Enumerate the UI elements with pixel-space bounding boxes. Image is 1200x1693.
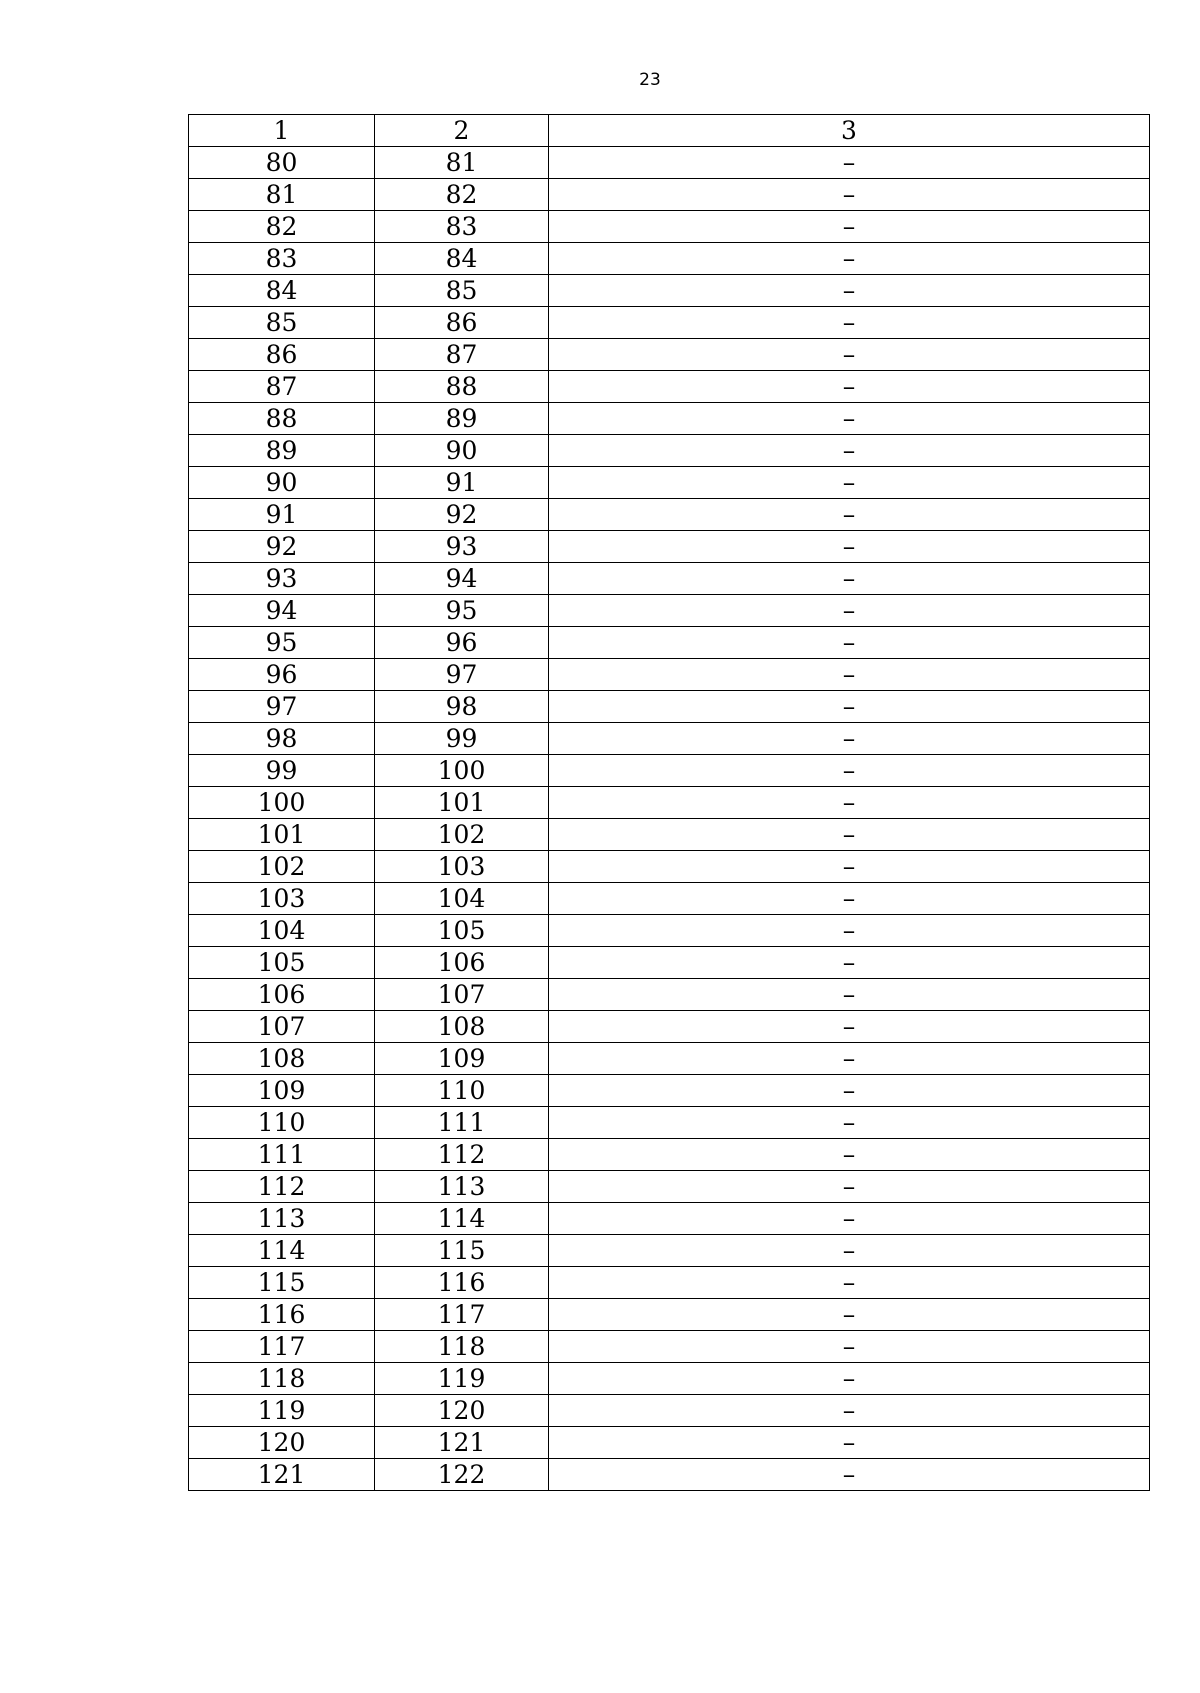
- table-cell-col-3: –: [549, 883, 1150, 915]
- column-header-1: 1: [189, 115, 375, 147]
- table-cell-col-3: –: [549, 563, 1150, 595]
- table-cell-col-3: –: [549, 1107, 1150, 1139]
- table-cell-col-2: 119: [375, 1363, 549, 1395]
- table-cell-col-2: 82: [375, 179, 549, 211]
- table-cell-col-3: –: [549, 275, 1150, 307]
- table-row: [189, 979, 1150, 1011]
- table-cell-col-1: 119: [189, 1395, 375, 1427]
- table-cell-col-3: –: [549, 1203, 1150, 1235]
- table-cell-col-3: –: [549, 1331, 1150, 1363]
- table-cell-col-1: 91: [189, 499, 375, 531]
- table-row: [189, 563, 1150, 595]
- table-body: [189, 147, 1150, 1491]
- table-cell-col-2: 115: [375, 1235, 549, 1267]
- table-cell-col-2: 120: [375, 1395, 549, 1427]
- table-cell-col-3: –: [549, 1075, 1150, 1107]
- table-cell-col-1: 92: [189, 531, 375, 563]
- table-cell-col-2: 95: [375, 595, 549, 627]
- table-cell-col-2: 107: [375, 979, 549, 1011]
- table-cell-col-3: –: [549, 979, 1150, 1011]
- table-cell-col-2: 84: [375, 243, 549, 275]
- table-row: [189, 243, 1150, 275]
- table-row: [189, 307, 1150, 339]
- table-row: [189, 819, 1150, 851]
- table-cell-col-3: –: [549, 627, 1150, 659]
- table-cell-col-1: 85: [189, 307, 375, 339]
- table-row: [189, 403, 1150, 435]
- table-cell-col-2: 97: [375, 659, 549, 691]
- table-cell-col-1: 106: [189, 979, 375, 1011]
- table-row: [189, 723, 1150, 755]
- table-cell-col-1: 116: [189, 1299, 375, 1331]
- table-cell-col-3: –: [549, 1427, 1150, 1459]
- table-cell-col-3: –: [549, 339, 1150, 371]
- table-cell-col-2: 94: [375, 563, 549, 595]
- table-cell-col-2: 103: [375, 851, 549, 883]
- table-cell-col-1: 118: [189, 1363, 375, 1395]
- table-cell-col-3: –: [549, 1267, 1150, 1299]
- table-row: [189, 435, 1150, 467]
- table-row: [189, 211, 1150, 243]
- table-cell-col-2: 92: [375, 499, 549, 531]
- table-cell-col-1: 103: [189, 883, 375, 915]
- table-cell-col-1: 93: [189, 563, 375, 595]
- table-cell-col-2: 87: [375, 339, 549, 371]
- table-cell-col-1: 94: [189, 595, 375, 627]
- table-row: [189, 1011, 1150, 1043]
- table-cell-col-3: –: [549, 723, 1150, 755]
- table-header: [189, 115, 1150, 147]
- table-cell-col-1: 97: [189, 691, 375, 723]
- table-row: [189, 1299, 1150, 1331]
- table-row: [189, 851, 1150, 883]
- table-cell-col-3: –: [549, 1395, 1150, 1427]
- table-row: [189, 1267, 1150, 1299]
- table-cell-col-1: 82: [189, 211, 375, 243]
- table-row: [189, 531, 1150, 563]
- table-cell-col-2: 116: [375, 1267, 549, 1299]
- table-cell-col-2: 90: [375, 435, 549, 467]
- table-cell-col-1: 88: [189, 403, 375, 435]
- table-cell-col-2: 93: [375, 531, 549, 563]
- table-cell-col-2: 81: [375, 147, 549, 179]
- table-row: [189, 1363, 1150, 1395]
- table-cell-col-2: 102: [375, 819, 549, 851]
- table-row: [189, 1043, 1150, 1075]
- table-cell-col-2: 96: [375, 627, 549, 659]
- table-cell-col-1: 112: [189, 1171, 375, 1203]
- data-table: [188, 114, 1150, 1491]
- table-cell-col-2: 108: [375, 1011, 549, 1043]
- page-number: 23: [639, 70, 661, 90]
- table-cell-col-1: 104: [189, 915, 375, 947]
- table-cell-col-3: –: [549, 659, 1150, 691]
- table-row: [189, 339, 1150, 371]
- table-cell-col-3: –: [549, 211, 1150, 243]
- table-cell-col-3: –: [549, 1363, 1150, 1395]
- table-cell-col-1: 96: [189, 659, 375, 691]
- table-cell-col-1: 115: [189, 1267, 375, 1299]
- table-cell-col-2: 112: [375, 1139, 549, 1171]
- table-row: [189, 1331, 1150, 1363]
- table-cell-col-1: 109: [189, 1075, 375, 1107]
- table-cell-col-2: 86: [375, 307, 549, 339]
- table-cell-col-3: –: [549, 819, 1150, 851]
- table-cell-col-3: –: [549, 179, 1150, 211]
- table-cell-col-3: –: [549, 243, 1150, 275]
- table-row: [189, 499, 1150, 531]
- column-header-3: 3: [549, 115, 1150, 147]
- table-row: [189, 1427, 1150, 1459]
- table-cell-col-3: –: [549, 691, 1150, 723]
- table-cell-col-1: 120: [189, 1427, 375, 1459]
- table-cell-col-3: –: [549, 1235, 1150, 1267]
- table-row: [189, 691, 1150, 723]
- table-cell-col-1: 114: [189, 1235, 375, 1267]
- table-row: [189, 947, 1150, 979]
- table-cell-col-2: 113: [375, 1171, 549, 1203]
- table-row: [189, 1203, 1150, 1235]
- table-cell-col-1: 86: [189, 339, 375, 371]
- table-cell-col-3: –: [549, 1011, 1150, 1043]
- table-cell-col-1: 87: [189, 371, 375, 403]
- table-row: [189, 883, 1150, 915]
- table-cell-col-1: 95: [189, 627, 375, 659]
- table-cell-col-3: –: [549, 947, 1150, 979]
- table-cell-col-2: 109: [375, 1043, 549, 1075]
- table-cell-col-2: 101: [375, 787, 549, 819]
- table-cell-col-1: 99: [189, 755, 375, 787]
- table-cell-col-1: 90: [189, 467, 375, 499]
- table-cell-col-3: –: [549, 435, 1150, 467]
- table-row: [189, 659, 1150, 691]
- table-cell-col-1: 110: [189, 1107, 375, 1139]
- table-cell-col-3: –: [549, 467, 1150, 499]
- table-row: [189, 755, 1150, 787]
- table-cell-col-1: 84: [189, 275, 375, 307]
- table-cell-col-3: –: [549, 499, 1150, 531]
- table-cell-col-3: –: [549, 1171, 1150, 1203]
- table-cell-col-1: 98: [189, 723, 375, 755]
- table-cell-col-2: 104: [375, 883, 549, 915]
- table-row: [189, 1171, 1150, 1203]
- table-cell-col-1: 102: [189, 851, 375, 883]
- table-row: [189, 1395, 1150, 1427]
- table-cell-col-1: 113: [189, 1203, 375, 1235]
- table-cell-col-3: –: [549, 1043, 1150, 1075]
- table-cell-col-2: 111: [375, 1107, 549, 1139]
- table-cell-col-2: 114: [375, 1203, 549, 1235]
- table-cell-col-2: 118: [375, 1331, 549, 1363]
- table-cell-col-2: 83: [375, 211, 549, 243]
- table-cell-col-1: 107: [189, 1011, 375, 1043]
- table-row: [189, 179, 1150, 211]
- table-row: [189, 1235, 1150, 1267]
- table-cell-col-1: 100: [189, 787, 375, 819]
- table-cell-col-1: 89: [189, 435, 375, 467]
- table-cell-col-3: –: [549, 1139, 1150, 1171]
- table-row: [189, 1139, 1150, 1171]
- table-cell-col-3: –: [549, 403, 1150, 435]
- table-header-row: [189, 115, 1150, 147]
- table-row: [189, 1107, 1150, 1139]
- table-row: [189, 147, 1150, 179]
- table-row: [189, 627, 1150, 659]
- table-cell-col-3: –: [549, 851, 1150, 883]
- table-cell-col-1: 101: [189, 819, 375, 851]
- table-cell-col-2: 91: [375, 467, 549, 499]
- table-cell-col-3: –: [549, 531, 1150, 563]
- table-cell-col-2: 105: [375, 915, 549, 947]
- table-row: [189, 275, 1150, 307]
- table-cell-col-1: 81: [189, 179, 375, 211]
- table-cell-col-1: 108: [189, 1043, 375, 1075]
- table-cell-col-3: –: [549, 307, 1150, 339]
- table-cell-col-3: –: [549, 595, 1150, 627]
- table-cell-col-2: 85: [375, 275, 549, 307]
- table-row: [189, 371, 1150, 403]
- table-row: [189, 595, 1150, 627]
- table-cell-col-2: 106: [375, 947, 549, 979]
- table-cell-col-2: 122: [375, 1459, 549, 1491]
- table-cell-col-1: 105: [189, 947, 375, 979]
- table-cell-col-2: 100: [375, 755, 549, 787]
- table-row: [189, 1459, 1150, 1491]
- table-row: [189, 915, 1150, 947]
- table-cell-col-3: –: [549, 147, 1150, 179]
- table-cell-col-1: 80: [189, 147, 375, 179]
- table-cell-col-2: 98: [375, 691, 549, 723]
- column-header-2: 2: [375, 115, 549, 147]
- table-cell-col-2: 110: [375, 1075, 549, 1107]
- table-cell-col-2: 88: [375, 371, 549, 403]
- table-cell-col-3: –: [549, 1299, 1150, 1331]
- table-cell-col-1: 117: [189, 1331, 375, 1363]
- table-cell-col-1: 111: [189, 1139, 375, 1171]
- table-cell-col-1: 121: [189, 1459, 375, 1491]
- table-cell-col-3: –: [549, 371, 1150, 403]
- table-cell-col-2: 121: [375, 1427, 549, 1459]
- table-cell-col-3: –: [549, 1459, 1150, 1491]
- table-cell-col-3: –: [549, 787, 1150, 819]
- table-cell-col-2: 117: [375, 1299, 549, 1331]
- table-cell-col-3: –: [549, 755, 1150, 787]
- table-row: [189, 1075, 1150, 1107]
- table-row: [189, 787, 1150, 819]
- table-cell-col-2: 99: [375, 723, 549, 755]
- table-row: [189, 467, 1150, 499]
- table-cell-col-3: –: [549, 915, 1150, 947]
- table-cell-col-1: 83: [189, 243, 375, 275]
- table-cell-col-2: 89: [375, 403, 549, 435]
